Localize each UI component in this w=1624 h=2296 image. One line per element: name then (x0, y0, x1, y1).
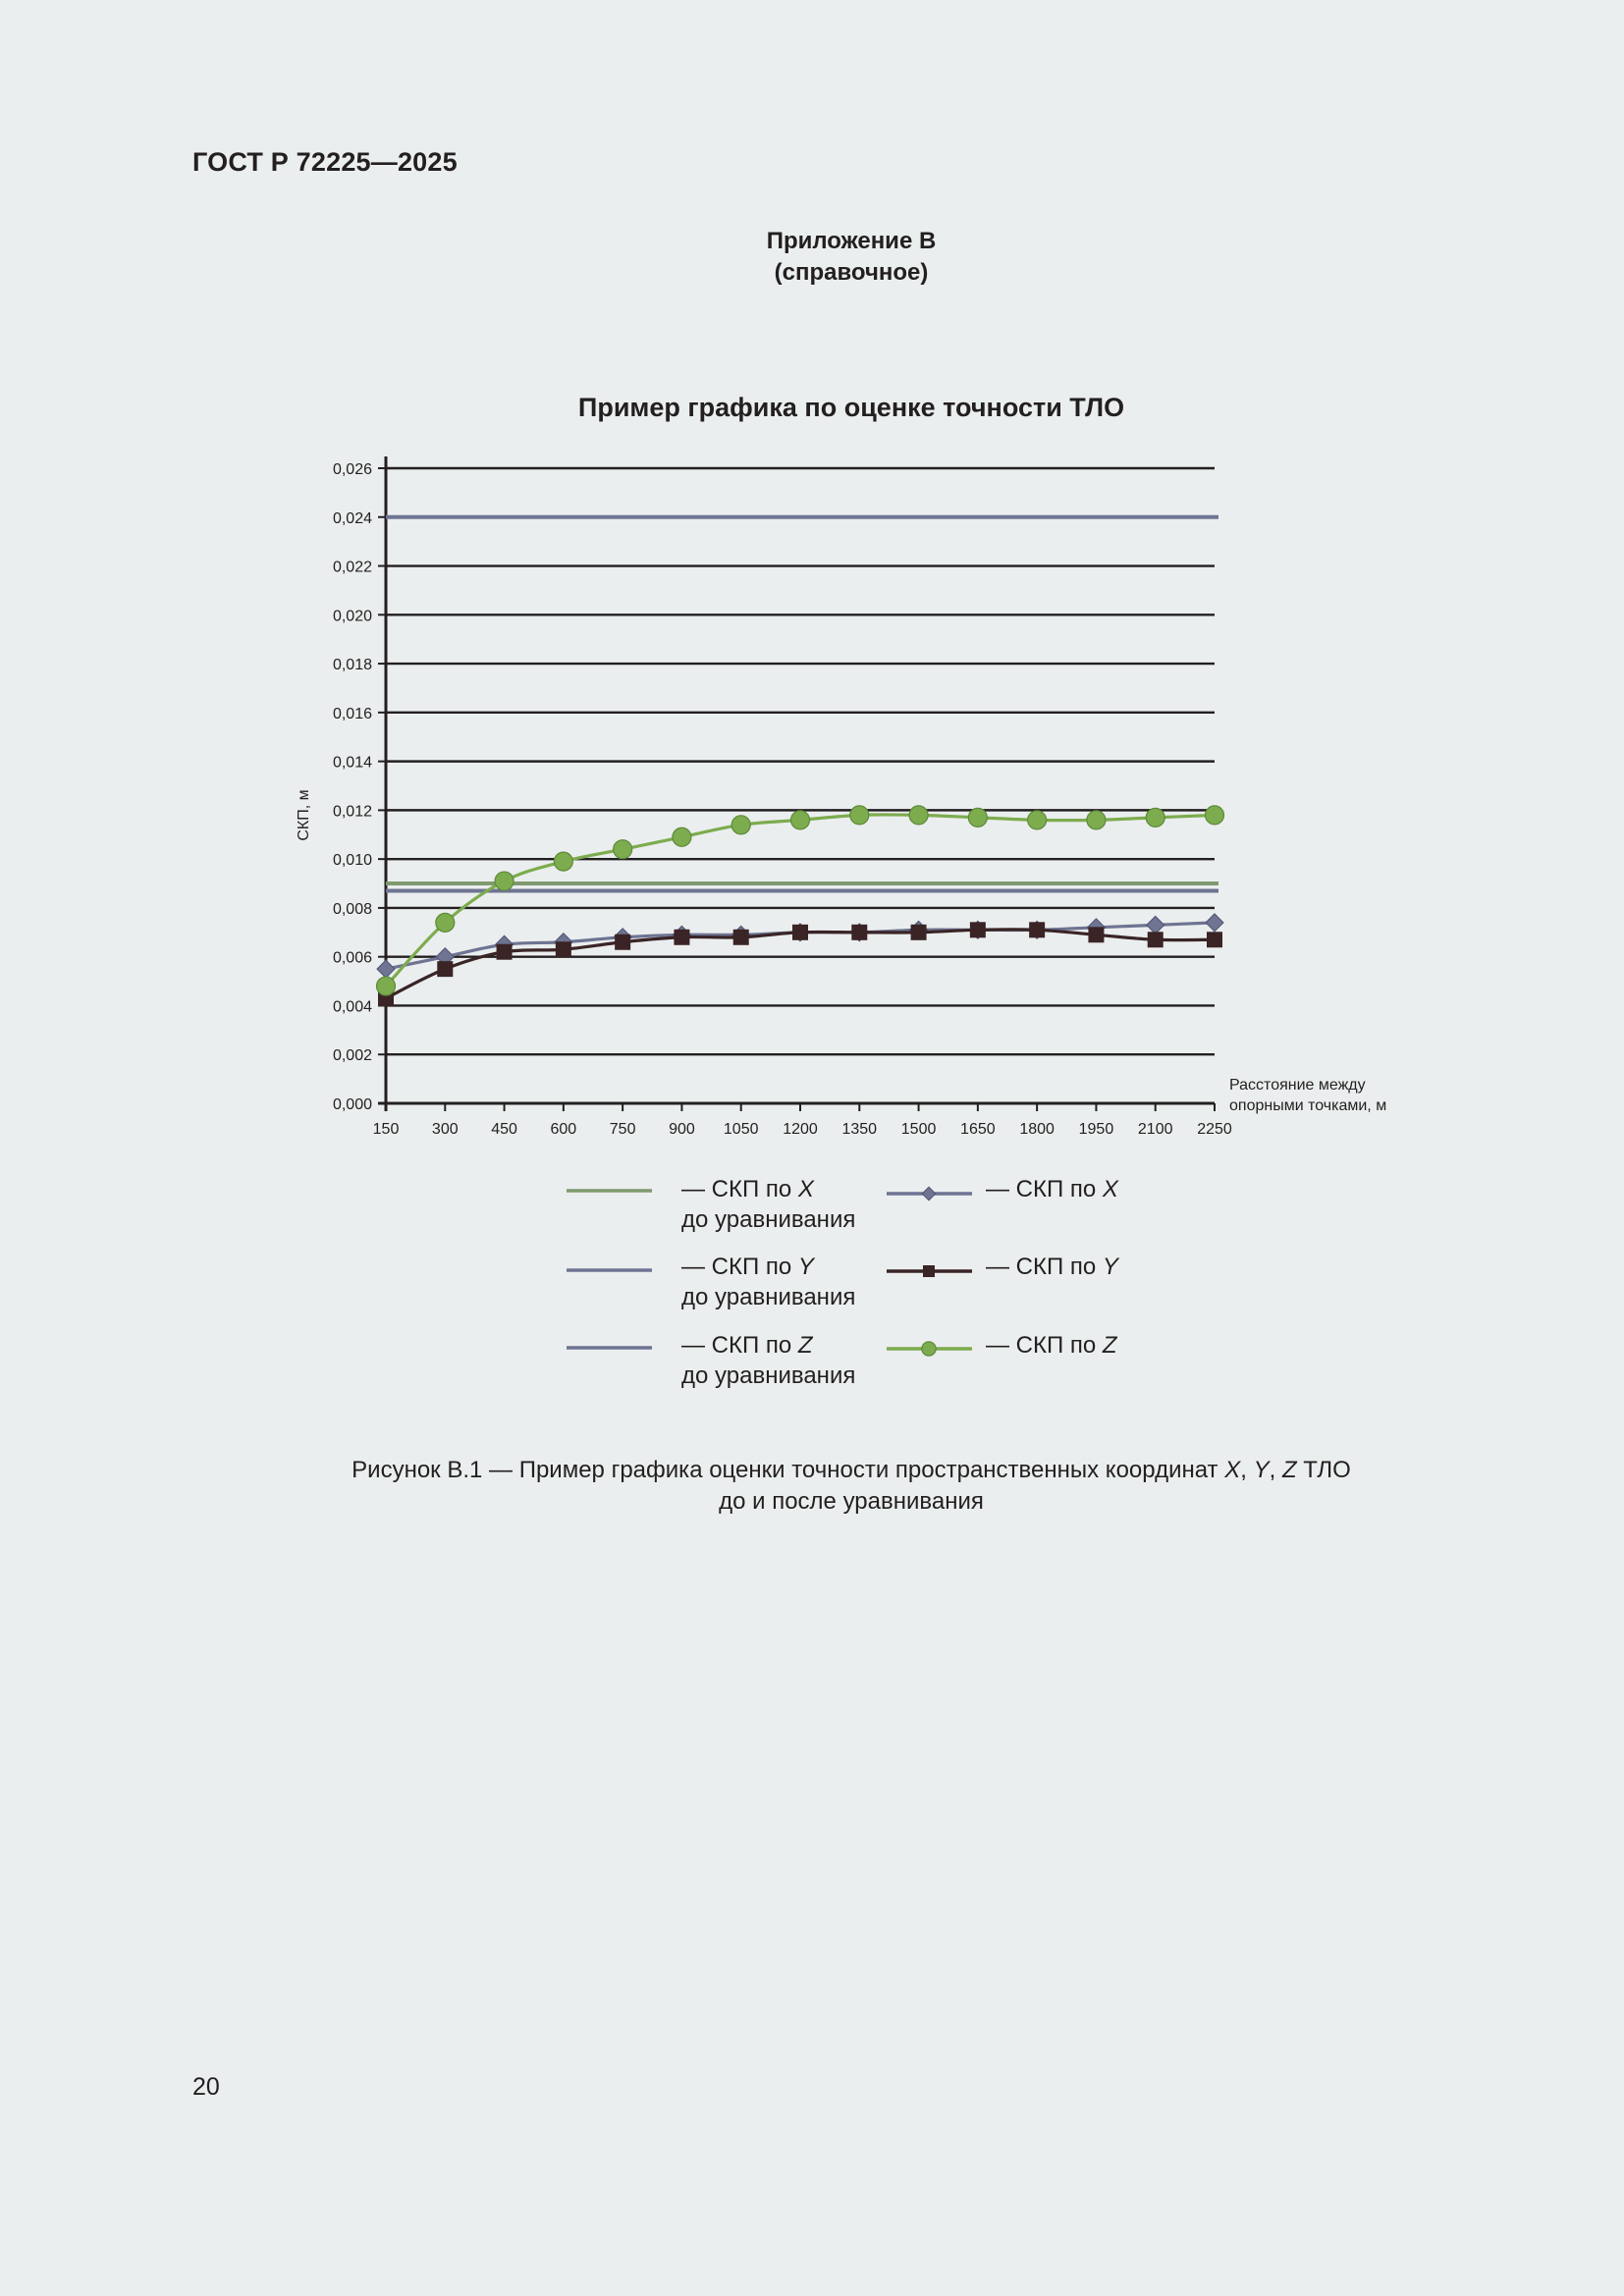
data-point (674, 930, 689, 945)
legend-item-x (986, 1174, 1118, 1204)
data-point (851, 925, 867, 940)
data-point (850, 806, 869, 825)
data-point (911, 925, 927, 940)
data-point (1088, 927, 1104, 942)
legend-label-prefix: — СКП по (681, 1176, 798, 1202)
data-point (1147, 916, 1164, 934)
caption-line-1 (0, 1455, 1624, 1486)
x-tick-label: 1350 (841, 1121, 878, 1138)
y-tick-label: 0,022 (332, 559, 372, 576)
caption-y: Y (1253, 1457, 1270, 1483)
data-point (436, 913, 455, 932)
x-tick-label: 2250 (1197, 1121, 1232, 1138)
legend-label-prefix: — СКП по (986, 1332, 1103, 1359)
x-tick-label: 450 (491, 1121, 517, 1138)
figure-caption (0, 1455, 1624, 1518)
legend-item-x-before (681, 1174, 855, 1235)
data-point (495, 872, 514, 890)
x-tick-label: 1050 (723, 1121, 759, 1138)
data-point (377, 960, 395, 978)
y-tick-label: 0,002 (332, 1047, 372, 1065)
y-tick-label: 0,018 (332, 657, 372, 674)
x-tick-label: 1800 (1019, 1121, 1055, 1138)
y-tick-label: 0,026 (332, 461, 372, 478)
legend-label-suffix: до уравнивания (681, 1362, 856, 1389)
legend-axis: Z (797, 1332, 813, 1359)
legend-label-prefix: — СКП по (986, 1176, 1103, 1202)
x-tick-label: 750 (609, 1121, 636, 1138)
data-point (1206, 914, 1223, 932)
y-tick-label: 0,014 (332, 754, 372, 772)
y-tick-label: 0,012 (332, 803, 372, 821)
data-point (1207, 932, 1222, 947)
data-point (1087, 811, 1106, 829)
x-tick-label: 1200 (783, 1121, 818, 1138)
x-axis-label: Расстояние между (1229, 1077, 1366, 1094)
chart-axes (296, 456, 1386, 1138)
series-line-5 (386, 815, 1215, 987)
x-tick-label: 300 (431, 1121, 459, 1138)
legend-label-prefix: — СКП по (986, 1254, 1103, 1280)
x-tick-label: 2100 (1137, 1121, 1173, 1138)
document-header: ГОСТ Р 72225—2025 (192, 147, 458, 177)
data-point (437, 961, 453, 977)
legend-item-z (986, 1330, 1117, 1361)
chart-title: Пример графика по оценке точности ТЛО (577, 393, 1125, 422)
legend-label-prefix: — СКП по (681, 1332, 798, 1359)
data-point (1029, 922, 1045, 937)
data-point (554, 852, 572, 871)
caption-z: Z (1281, 1457, 1297, 1483)
data-point (1206, 806, 1224, 825)
y-axis-label: СКП, м (296, 789, 312, 841)
legend-label-prefix: — СКП по (681, 1254, 798, 1280)
caption-sep: , (1240, 1457, 1254, 1483)
data-point (909, 806, 928, 825)
legend-item-y-before (681, 1252, 855, 1312)
y-tick-label: 0,004 (332, 998, 372, 1016)
x-tick-label: 150 (372, 1121, 400, 1138)
data-point (556, 941, 571, 957)
legend-marker (923, 1265, 935, 1277)
y-tick-label: 0,016 (332, 705, 372, 722)
page-number: 20 (192, 2073, 220, 2101)
data-point (615, 934, 630, 950)
x-tick-label: 1500 (900, 1121, 937, 1138)
appendix-subtitle: (справочное) (774, 259, 929, 286)
legend-axis: X (1102, 1176, 1118, 1202)
data-point (733, 930, 749, 945)
y-tick-label: 0,000 (332, 1096, 372, 1113)
data-point (497, 944, 513, 960)
x-axis-label: опорными точками, м (1229, 1097, 1387, 1114)
legend-marker (922, 1187, 936, 1201)
data-point (792, 925, 808, 940)
data-point (673, 828, 691, 846)
data-point (614, 840, 632, 859)
caption-line-2: до и после уравнивания (719, 1488, 984, 1515)
legend-axis: Z (1102, 1332, 1117, 1359)
caption-text: ТЛО (1296, 1457, 1351, 1483)
x-tick-label: 900 (669, 1121, 695, 1138)
legend-axis: X (797, 1176, 814, 1202)
caption-x: X (1224, 1457, 1241, 1483)
legend-label-suffix: до уравнивания (681, 1206, 856, 1233)
data-point (1148, 932, 1164, 947)
legend-axis: Y (797, 1254, 814, 1280)
y-tick-label: 0,010 (332, 852, 372, 870)
legend-item-z-before (681, 1330, 855, 1391)
legend-axis: Y (1102, 1254, 1118, 1280)
caption-text: Рисунок В.1 — Пример графика оценки точности пространственных координат (352, 1457, 1225, 1483)
data-point (1028, 811, 1047, 829)
x-tick-label: 1950 (1078, 1121, 1114, 1138)
data-point (1146, 808, 1164, 827)
x-tick-label: 600 (550, 1121, 577, 1138)
y-tick-label: 0,008 (332, 900, 372, 918)
data-point (968, 808, 987, 827)
legend-label-suffix: до уравнивания (681, 1284, 856, 1310)
y-tick-label: 0,006 (332, 949, 372, 967)
data-point (791, 811, 810, 829)
caption-sep: , (1269, 1457, 1282, 1483)
data-point (731, 816, 750, 834)
x-tick-label: 1650 (960, 1121, 996, 1138)
chart-grid (386, 468, 1215, 1054)
appendix-title: Приложение В (766, 228, 937, 254)
y-tick-label: 0,024 (332, 509, 372, 527)
legend-marker (922, 1342, 936, 1356)
legend-item-y (986, 1252, 1118, 1282)
data-point (970, 922, 986, 937)
data-point (377, 977, 396, 995)
y-tick-label: 0,020 (332, 608, 372, 625)
